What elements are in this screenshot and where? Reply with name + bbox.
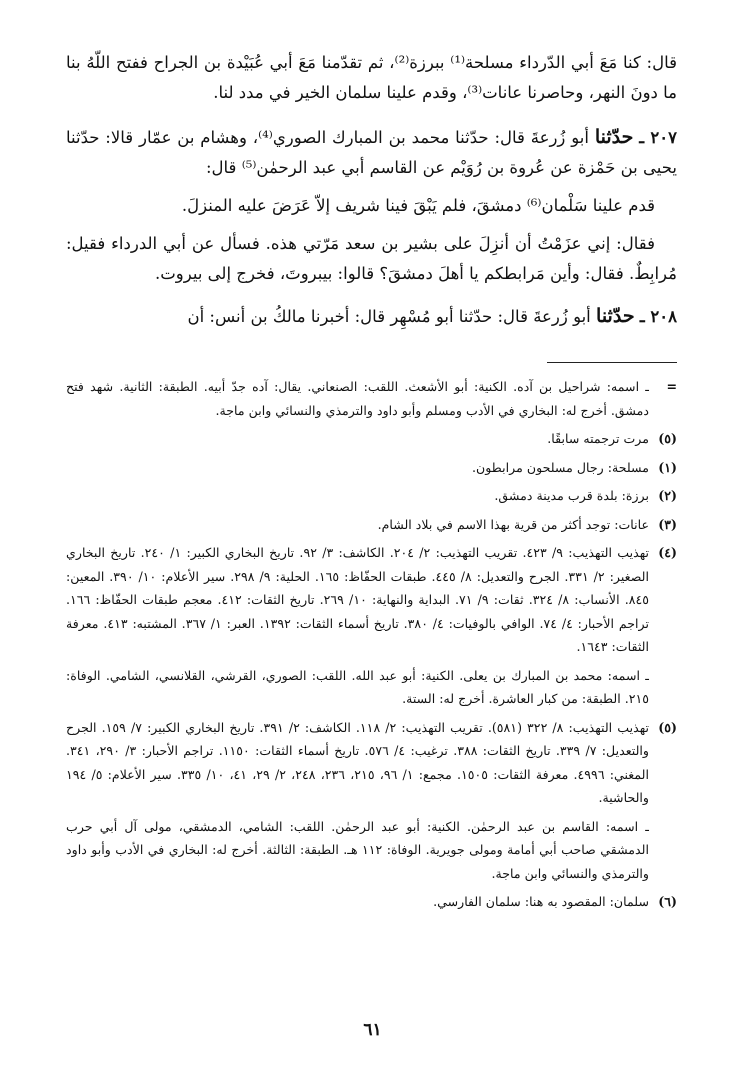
footnote-5 — [66, 716, 677, 810]
footnote-marker: (٢) — [658, 488, 677, 503]
footnote-text: برزة: بلدة قرب مدينة دمشق. — [494, 488, 649, 503]
haddathana-label: حدّثنا — [594, 126, 634, 148]
footnote-marker: (٦) — [658, 894, 677, 909]
footnote-6 — [66, 890, 677, 914]
hadith-text: أبو زُرعةَ قال: حدّثنا محمد بن المبارك الصوري⁽⁴⁾، وهشام بن عمّار قالا: حدّثنا يحيى بن حَمْزة عن عُروة بن رُوَيْم عن القاسم أبي عبد الرحمٰن⁽⁵⁾ قال: — [66, 128, 677, 177]
footnote-marker: (٤) — [658, 545, 677, 560]
footnote-4-biography: ـ اسمه: محمد بن المبارك بن يعلى. الكنية: أبو عبد الله. اللقب: الصوري، القرشي، القلانسي، الشامي. الوفاة: ٢١٥. الطبقة: من كبار العاشرة. أخرج له: الستة. — [66, 667, 649, 706]
footnote-text: تهذيب التهذيب: ٩/ ٤٢٣. تقريب التهذيب: ٢/ ٢٠٤. الكاشف: ٣/ ٩٢. تاريخ البخاري الكبير: ١/ ٢٤٠. تاريخ البخاري الصغير: ٢/ ٣٣١. الجرح والتعديل: ٨/ ٤٤٥. طبقات الحفّاظ: ١٦٥. الحلية: ٩/ ٢٩٨. سير الأعلام: ١٠/ ٣٩٠. المعين: ٨٤٥. الأنساب: ٨/ ٣٢٤. ثقات: ٩/ ٧١. البداية والنهاية: ١٠/ ٢٦٩. تاريخ الثقات: ٤١٢. معجم طبقات الحفّاظ: ١٦٦. تراجم الأحبار: ٤/ ٧٤. الوافي بالوفيات: ٤/ ٣٨٠. تاريخ أسماء الثقات: ١٣٩٢. العبر: ١/ ٣٦٧. المشتبه: ٤١٣. معرفة الثقات: ١٦٤٣. — [66, 545, 650, 654]
footnote-text: مسلحة: رجال مسلحون مرابطون. — [472, 459, 649, 475]
hadith-text: أبو زُرعةَ قال: حدّثنا أبو مُسْهِر قال: أخبرنا مالكُ بن أنس: أن — [187, 307, 591, 326]
main-text — [66, 48, 677, 332]
footnote-marker: (٥) — [658, 719, 677, 735]
footnote-text: سلمان: المقصود به هنا: سلمان الفارسي. — [433, 894, 649, 909]
footnote-marker: (٣) — [658, 516, 677, 532]
footnote-1 — [66, 456, 677, 480]
footnote-text: ـ اسمه: شراحيل بن آده. الكنية: أبو الأشعث. اللقب: الصنعاني. يقال: آده جدّ أبيه. الطبقة: الثانية. شهد فتح دمشق. أخرج له: البخاري في الأدب ومسلم وأبو داود والترمذي والنسائي وابن ماجة. — [66, 379, 649, 418]
page-number: ٦١ — [363, 1020, 382, 1040]
footnote-2 — [66, 484, 677, 508]
footnote-text: عانات: توجد أكثر من قرية بهذا الاسم في بلاد الشام. — [377, 516, 649, 532]
paragraph-qadima: قدم علينا سَلْمان⁽⁶⁾ دمشقَ، فلم يَبْقَ فينا شريف إلاّ عَرَضَ عليه المنزلَ. — [181, 196, 655, 215]
footnote-divider — [547, 362, 677, 363]
haddathana-label: حدّثنا — [596, 305, 635, 327]
hadith-number: ٢٠٨ ـ — [639, 307, 677, 326]
footnote-text: مرت ترجمته سابقًا. — [547, 431, 649, 446]
footnote-marker: = — [666, 379, 677, 394]
footnote-marker: (٥) — [658, 431, 677, 446]
footnotes — [66, 375, 677, 914]
footnote-marker: (١) — [658, 459, 677, 475]
footnote-5-biography: ـ اسمه: القاسم بن عبد الرحمٰن. الكنية: أبو عبد الرحمٰن. اللقب: الشامي، الدمشقي، مولى آل أبي حرب الدمشقي صاحب أبي أمامة ومولى جويرية. الوفاة: ١١٢ هـ. الطبقة: الثالثة. أخرج له: البخاري في الأدب وأبو داود والترمذي والنسائي وابن ماجة. — [66, 818, 649, 881]
footnote-4 — [66, 541, 677, 659]
paragraph-faqala: فقال: إني عزَمْتُ أن أنزِلَ على بشير بن سعد مَرّتي هذه. فسأل عن أبي الدرداء فقيل: مُرابِطٌ. فقال: وأين مَرابطكم يا أهلَ دمشقَ؟ قالوا: بيبروتَ، فخرج إلى بيروت. — [66, 234, 677, 283]
paragraph-1: قال: كنا مَعَ أبي الدّرداء مسلحة⁽¹⁾ ببرزة⁽²⁾، ثم تقدّمنا مَعَ أبي عُبَيْدة بن الجراح ففتح اللّهُ بنا ما دونَ النهر، وحاصرنا عانات⁽³⁾، وقدم علينا سلمان الخير في مدد لنا. — [66, 53, 678, 102]
hadith-number: ٢٠٧ ـ — [639, 128, 677, 147]
hadith-208 — [66, 301, 677, 332]
hadith-207 — [66, 122, 677, 183]
footnote-continuation — [66, 375, 677, 422]
footnote-text: تهذيب التهذيب: ٨/ ٣٢٢ (٥٨١). تقريب التهذيب: ٢/ ١١٨. الكاشف: ٢/ ٣٩١. تاريخ البخاري الكبير: ٧/ ١٥٩. الجرح والتعديل: ٧/ ٣٣٩. تاريخ الثقات: ٣٨٨. ترغيب: ٤/ ٥٧٦. تاريخ أسماء الثقات: ١١٥٠. تراجم الأحبار: ٣/ ٢٩٠، ٣٤١. المغني: ٤٩٩٦. معرفة الثقات: ١٥٠٥. مجمع: ١/ ٩٦، ٢١٥، ٢٣٦، ٢٤٨، ٢/ ٢٩، ٤١، ١٠/ ٣٣٥. سير الأعلام: ٥/ ١٩٤ والحاشية. — [66, 719, 650, 805]
footnote-3 — [66, 513, 677, 537]
footnote-5a — [66, 427, 677, 451]
